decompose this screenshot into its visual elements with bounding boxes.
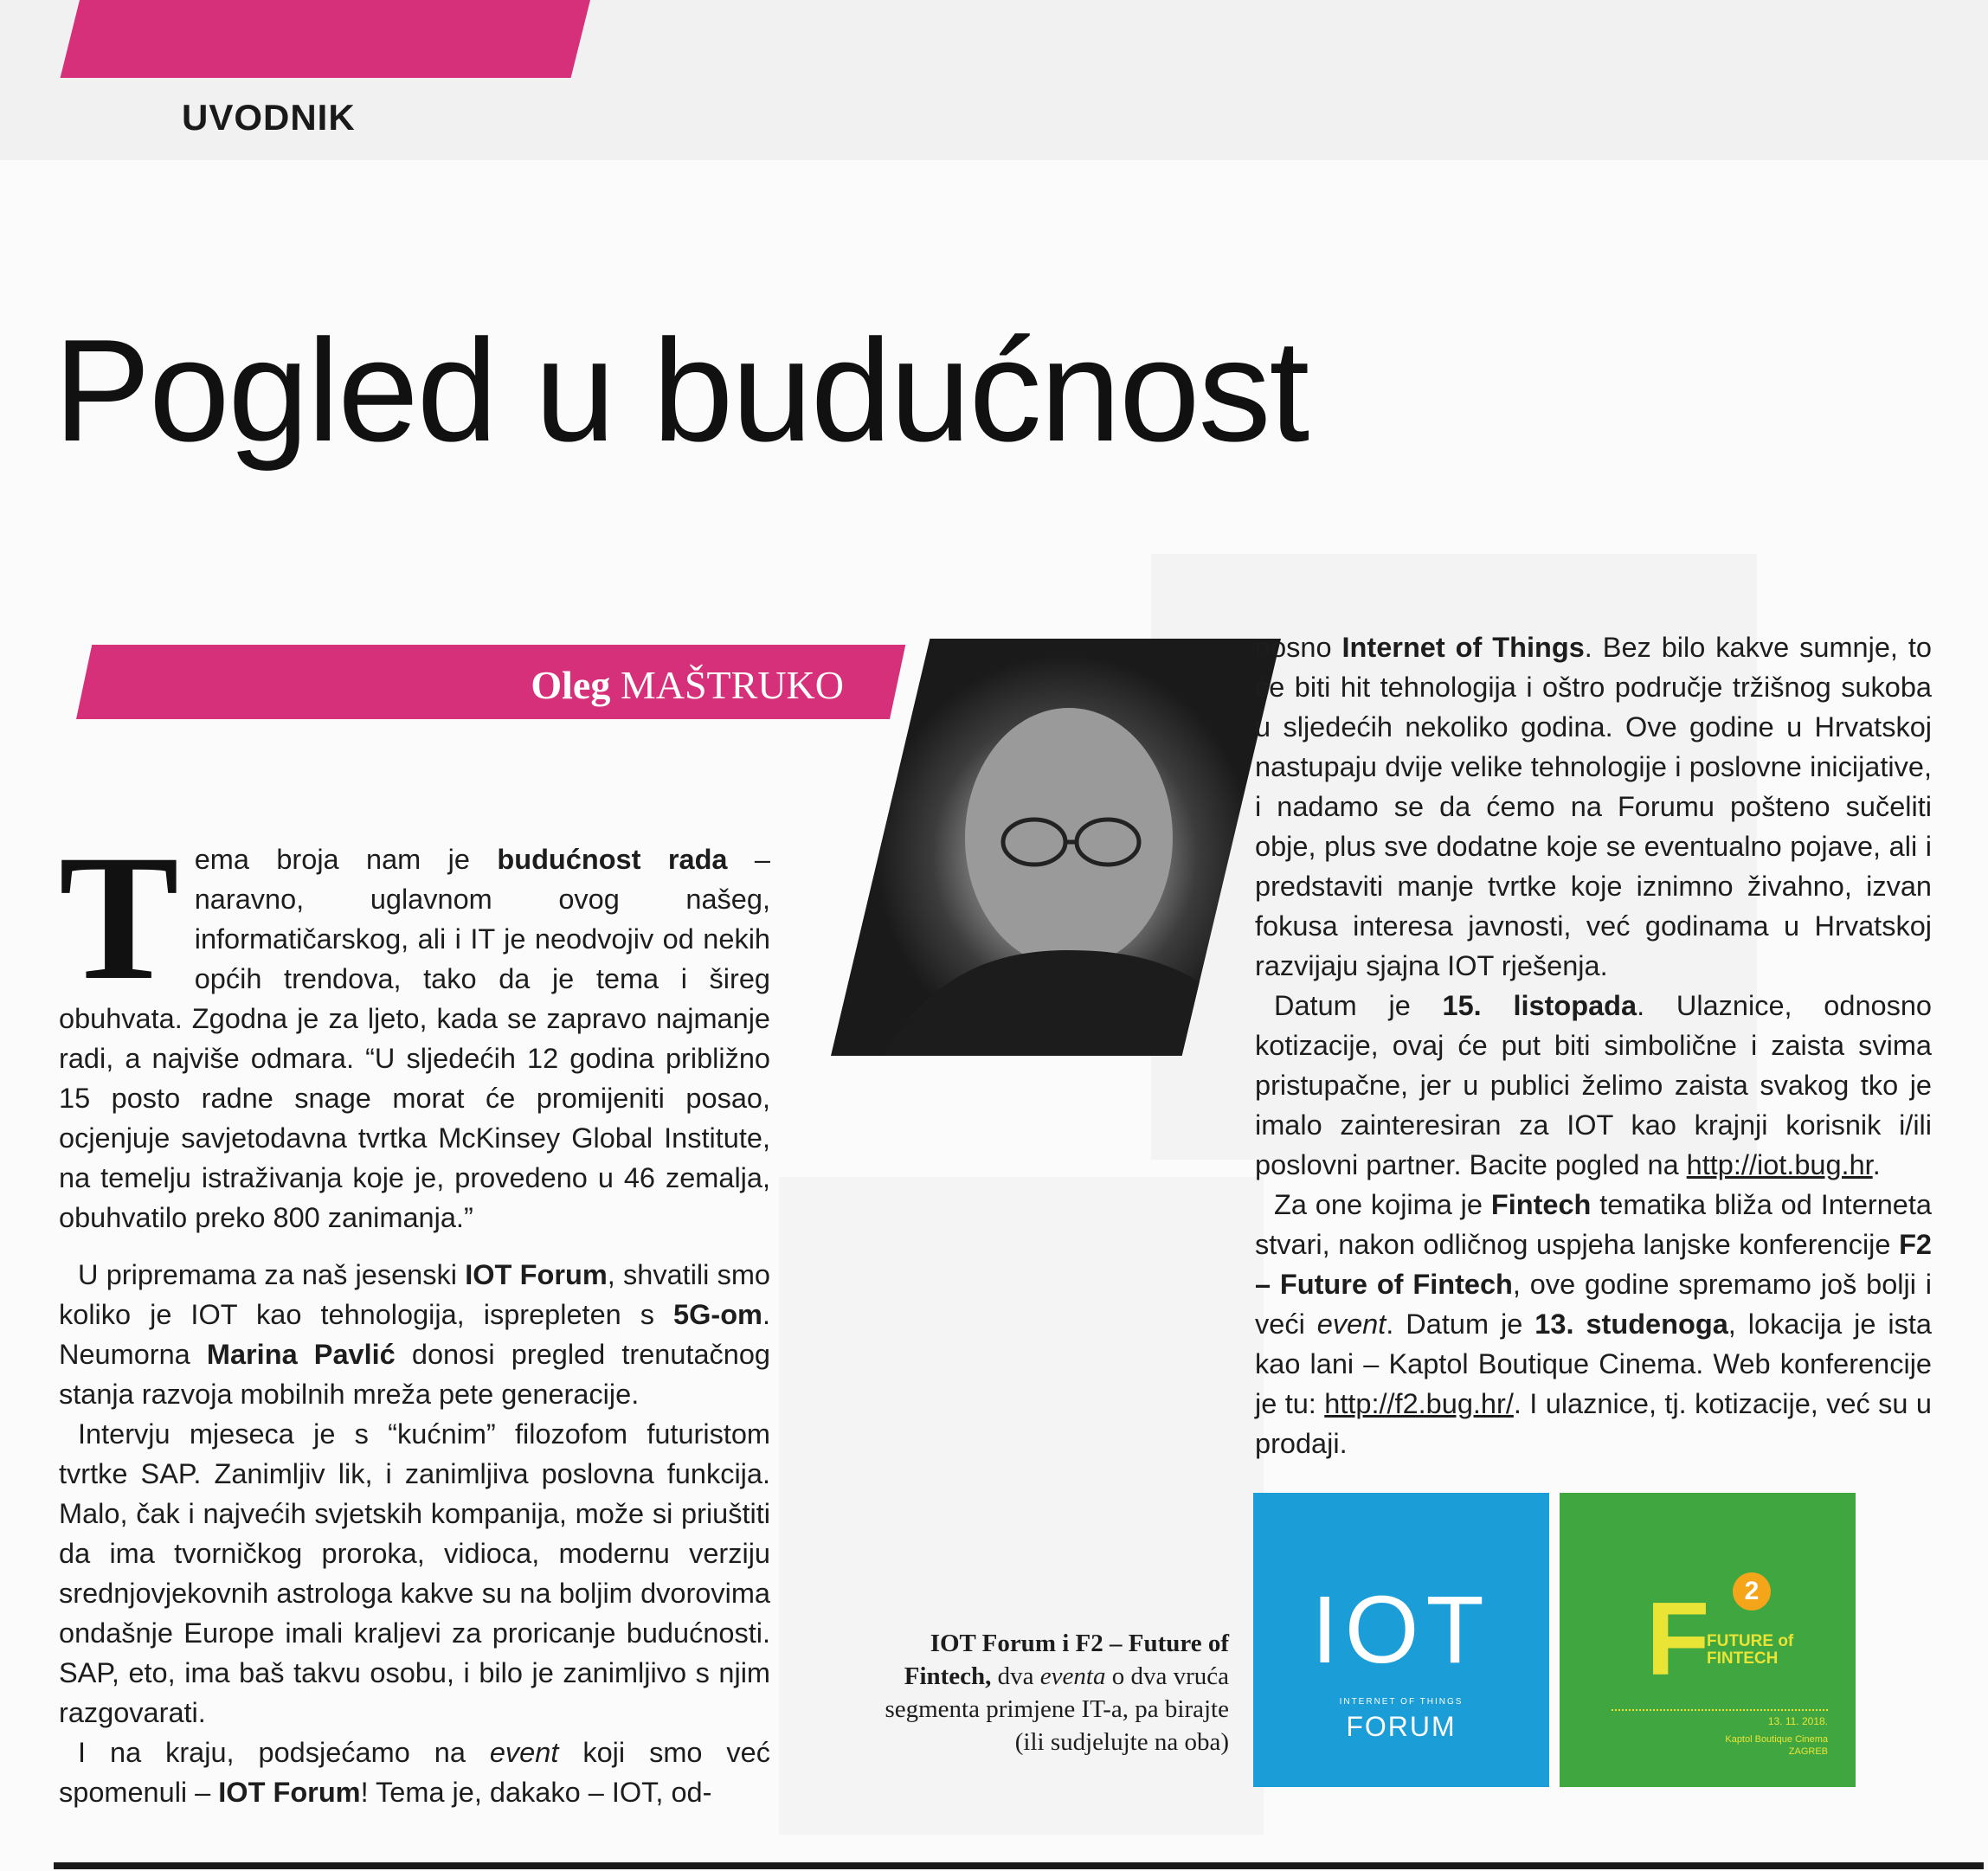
paragraph — [59, 1255, 770, 1414]
future-of-fintech-logo — [1560, 1493, 1856, 1787]
paragraph — [1255, 986, 1932, 1185]
section-banner — [61, 0, 590, 78]
iot-tagline: INTERNET OF THINGS — [1339, 1697, 1464, 1707]
text-run: ema broja nam je — [194, 844, 498, 875]
italic-run: event — [1316, 1308, 1386, 1340]
text-run: . I ulaznice, tj. kotizacije, već su u prodaji. — [1255, 1388, 1932, 1459]
bottom-rule — [54, 1862, 1984, 1869]
f2-title: FUTURE of FINTECH — [1707, 1632, 1794, 1668]
iot-forum-name: FORUM — [1346, 1711, 1457, 1742]
author-byline — [506, 662, 844, 708]
italic-run: event — [489, 1737, 559, 1768]
text-run: – naravno, uglavnom ovog našeg, informatičarskog, ali i IT je neodvojiv od nekih općih trendova, tako da je tema i šireg obuhvata. Zgodna je za ljeto, kada se zapravo najmanje radi, a najviše odmara. “U sljedećih 12 godina približno 15 posto radne snage morat će promijeniti posao, ocjenjuje savjetodavna tvrtka McKinsey Global Institute, na temelju istraživanja koje je, provedeno u 46 zemalja, obuhvatilo preko 800 zanimanja.” — [59, 844, 770, 1233]
bold-run: IOT Forum — [465, 1259, 608, 1290]
image-caption — [874, 1627, 1229, 1758]
bold-run: 13. studenoga — [1534, 1308, 1728, 1340]
f2-badge: 2 — [1733, 1572, 1771, 1611]
text-run: Za one kojima je — [1274, 1189, 1491, 1220]
text-run: . Datum je — [1386, 1308, 1535, 1340]
bold-run: Internet of Things — [1341, 632, 1585, 663]
text-run: o dva vruća segmenta primjene IT-a, pa birajte (ili sudjelujte na oba) — [885, 1662, 1229, 1756]
bold-run: 15. listopada — [1442, 990, 1637, 1021]
left-column — [59, 818, 771, 1812]
paragraph — [59, 818, 770, 1238]
f2-mark: F — [1646, 1581, 1710, 1697]
text-run: I na kraju, podsjećamo na — [78, 1737, 490, 1768]
bold-run: 5G-om — [673, 1299, 762, 1330]
text-run: . Ulaznice, odnosno kotizacije, ovaj će put biti simbolične i zaista svima pristupačne, jer u publici želimo zaista svakog tko je imalo zainteresiran za IOT kao krajnji korisnik i/ili poslovni partner. Bacite pogled na — [1255, 990, 1932, 1180]
bold-run: IOT Forum — [218, 1777, 361, 1808]
iot-mark: IOT — [1311, 1577, 1491, 1683]
article-headline: Pogled u budućnost — [54, 309, 1309, 472]
f2-date: 13. 11. 2018. — [1612, 1709, 1828, 1728]
text-run: donosi pregled trenutačnog stanja razvoja mobilnih mreža pete generacije. — [59, 1339, 771, 1410]
paragraph — [1255, 627, 1932, 986]
text-run: Datum je — [1274, 990, 1443, 1021]
paragraph — [1255, 1185, 1932, 1463]
text-run: , shvatili smo koliko je IOT kao tehnologija, isprepleten s — [59, 1259, 771, 1330]
text-run: , lokacija je ista kao lani – Kaptol Boutique Cinema. Web konferencije je tu: — [1255, 1308, 1933, 1419]
author-last-name: MAŠTRUKO — [620, 663, 844, 707]
section-label: UVODNIK — [182, 97, 356, 138]
iot-forum-logo — [1253, 1493, 1549, 1787]
bold-run: Marina Pavlić — [206, 1339, 396, 1370]
f2-venue — [1612, 1733, 1828, 1758]
text-run: ! Tema je, dakako – IOT, od- — [360, 1777, 712, 1808]
f2-venue-line: ZAGREB — [1788, 1746, 1828, 1757]
f2-venue-line: Kaptol Boutique Cinema — [1725, 1734, 1828, 1745]
text-run: tematika bliža od Interneta stvari, nakon odličnog uspjeha lanjske konferencije — [1255, 1189, 1932, 1260]
text-run: , ove godine spremamo još bolji i veći — [1255, 1269, 1932, 1340]
right-column — [1255, 627, 1932, 1463]
text-run: . Neumorna — [59, 1299, 770, 1370]
iot-link[interactable]: http://iot.bug.hr — [1686, 1149, 1873, 1180]
caption-italic: eventa — [1039, 1662, 1106, 1690]
bold-run: F2 – Future of Fintech — [1255, 1229, 1932, 1300]
paragraph: Intervju mjeseca je s “kućnim” filozofom futuristom tvrtke SAP. Zanimljiv lik, i zanimljiva poslovna funkcija. Malo, čak i najvećih svjetskih kompanija, može si priuštiti da ima tvorničkog proroka, vidioca, modernu verziju srednjovjekovnih astrologa kakve su na boljim dvorovima ondašnje Europe imali kraljevi za proricanje budućnosti. SAP, eto, ima baš takvu osobu, i bilo je zanimljivo s njim razgovarati. — [59, 1418, 770, 1728]
text-run: koji smo već spomenuli – — [59, 1737, 770, 1808]
bold-run: Fintech — [1490, 1189, 1592, 1220]
author-first-name: Oleg — [531, 663, 611, 707]
caption-bold: IOT Forum i F2 – Future of Fintech, — [904, 1630, 1229, 1690]
text-run: U pripremama za naš jesenski — [78, 1259, 466, 1290]
text-run: dva — [991, 1662, 1040, 1690]
text-run: . — [1872, 1149, 1881, 1180]
text-run: . Bez bilo kakve sumnje, to će biti hit tehnologija i oštro područje tržišnog sukoba u sljedećih nekoliko godina. Ove godine u Hrvatskoj nastupaju dvije velike tehnologije i poslovne inicijative, i nadamo se da ćemo na Forumu pošteno sučeliti obje, plus sve dodatne koje se eventualno pojave, ali i predstaviti manje tvrtke koje iznimno živahno, izvan fokusa interesa javnosti, već godinama u Hrvatskoj razvijaju sjajna IOT rješenja. — [1255, 632, 1932, 981]
dropcap: T — [59, 818, 179, 1017]
f2-link[interactable]: http://f2.bug.hr/ — [1324, 1388, 1514, 1419]
bold-run: budućnost rada — [497, 844, 728, 875]
text-run: nosno — [1255, 632, 1342, 663]
paragraph — [59, 1733, 770, 1812]
